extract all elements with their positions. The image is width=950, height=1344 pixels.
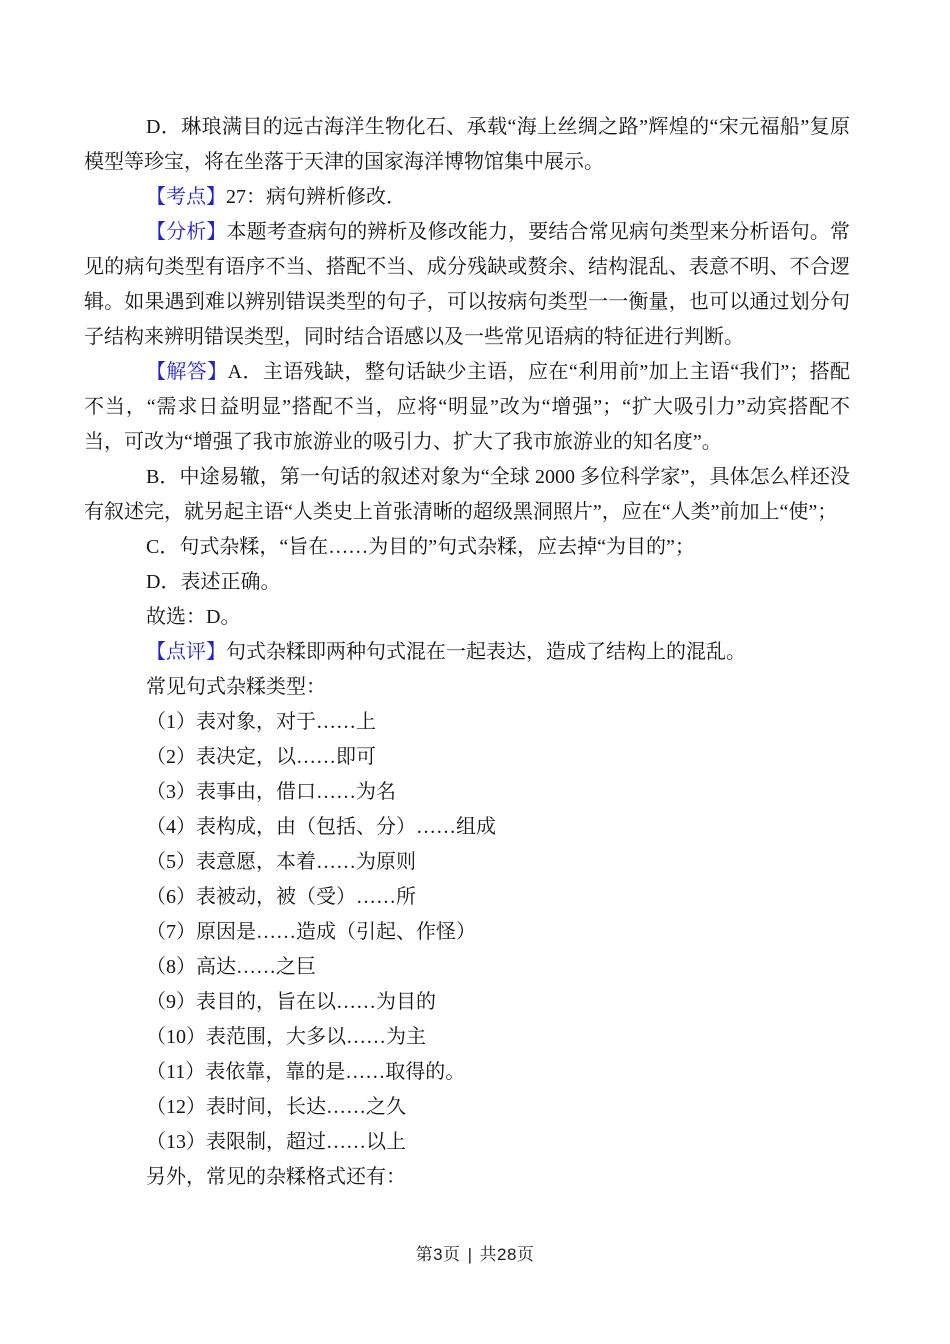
paragraph-text: （10）表范围，大多以……为主	[146, 1026, 426, 1048]
paragraph	[84, 460, 850, 530]
paragraph	[84, 1020, 850, 1055]
paragraph	[84, 845, 850, 880]
paragraph-text: （4）表构成，由（包括、分）……组成	[146, 816, 496, 838]
paragraph-text: （12）表时间，长达……之久	[146, 1096, 406, 1118]
page-number: 第3页	[415, 1245, 461, 1264]
paragraph	[84, 740, 850, 775]
paragraph-text: C．句式杂糅，“旨在……为目的”句式杂糅，应去掉“为目的”；	[146, 536, 695, 558]
paragraph	[84, 110, 850, 180]
paragraph-text: （1）表对象，对于……上	[146, 711, 376, 733]
paragraph-text: D．表述正确。	[146, 571, 281, 593]
paragraph	[84, 1160, 850, 1195]
paragraph-text: 故选：D。	[146, 606, 241, 628]
paragraph	[84, 1090, 850, 1125]
paragraph	[84, 355, 850, 460]
paragraph	[84, 950, 850, 985]
paragraph	[84, 635, 850, 670]
paragraph-text: D．琳琅满目的远古海洋生物化石、承载“海上丝绸之路”辉煌的“宋元福船”复原模型等珍宝，将在坐落于天津的国家海洋博物馆集中展示。	[84, 116, 850, 173]
paragraph	[84, 1055, 850, 1090]
page-footer	[0, 1240, 950, 1265]
paragraph-text: （7）原因是……造成（引起、作怪）	[146, 921, 476, 943]
paragraph-text: 27：病句辨析修改．	[226, 186, 406, 208]
section-label: 【解答】	[146, 361, 228, 383]
paragraph-text: （11）表依靠，靠的是……取得的。	[146, 1061, 466, 1083]
paragraph	[84, 880, 850, 915]
paragraph-text: （5）表意愿，本着……为原则	[146, 851, 416, 873]
paragraph	[84, 705, 850, 740]
paragraph-text: （6）表被动，被（受）……所	[146, 886, 416, 908]
paragraph-text: 句式杂糅即两种句式混在一起表达，造成了结构上的混乱。	[226, 641, 746, 663]
document-body	[84, 110, 850, 1195]
paragraph-text: B．中途易辙，第一句话的叙述对象为“全球 2000 多位科学家”，具体怎么样还没有叙述完，就另起主语“人类史上首张清晰的超级黑洞照片”，应在“人类”前加上“使”；	[84, 466, 850, 523]
paragraph	[84, 810, 850, 845]
paragraph-text: （13）表限制，超过……以上	[146, 1131, 406, 1153]
paragraph-text: A．主语残缺，整句话缺少主语，应在“利用前”加上主语“我们”；搭配不当，“需求日益明显”搭配不当，应将“明显”改为“增强”；“扩大吸引力”动宾搭配不当，可改为“增强了我市旅游业的吸引力、扩大了我市旅游业的知名度”。	[84, 361, 851, 453]
paragraph-text: （9）表目的，旨在以……为目的	[146, 991, 436, 1013]
paragraph	[84, 600, 850, 635]
paragraph-text: （3）表事由，借口……为名	[146, 781, 396, 803]
section-label: 【分析】	[146, 221, 227, 243]
paragraph	[84, 1125, 850, 1160]
paragraph-text: 常见句式杂糅类型：	[146, 676, 326, 698]
paragraph	[84, 180, 850, 215]
paragraph	[84, 670, 850, 705]
paragraph	[84, 215, 850, 355]
paragraph	[84, 530, 850, 565]
paragraph-text: （2）表决定，以……即可	[146, 746, 376, 768]
paragraph-text: 另外，常见的杂糅格式还有：	[146, 1166, 406, 1188]
page-total: 共28页	[479, 1245, 535, 1264]
paragraph-text: 本题考查病句的辨析及修改能力，要结合常见病句类型来分析语句。常见的病句类型有语序不当、搭配不当、成分残缺或赘余、结构混乱、表意不明、不合逻辑。如果遇到难以辨别错误类型的句子，可以按病句类型一一衡量，也可以通过划分句子结构来辨明错误类型，同时结合语感以及一些常见语病的特征进行判断。	[84, 221, 851, 348]
paragraph	[84, 565, 850, 600]
footer-separator: |	[467, 1245, 473, 1264]
paragraph	[84, 985, 850, 1020]
section-label: 【点评】	[146, 641, 226, 663]
paragraph-text: （8）高达……之巨	[146, 956, 316, 978]
section-label: 【考点】	[146, 186, 226, 208]
paragraph	[84, 915, 850, 950]
paragraph	[84, 775, 850, 810]
